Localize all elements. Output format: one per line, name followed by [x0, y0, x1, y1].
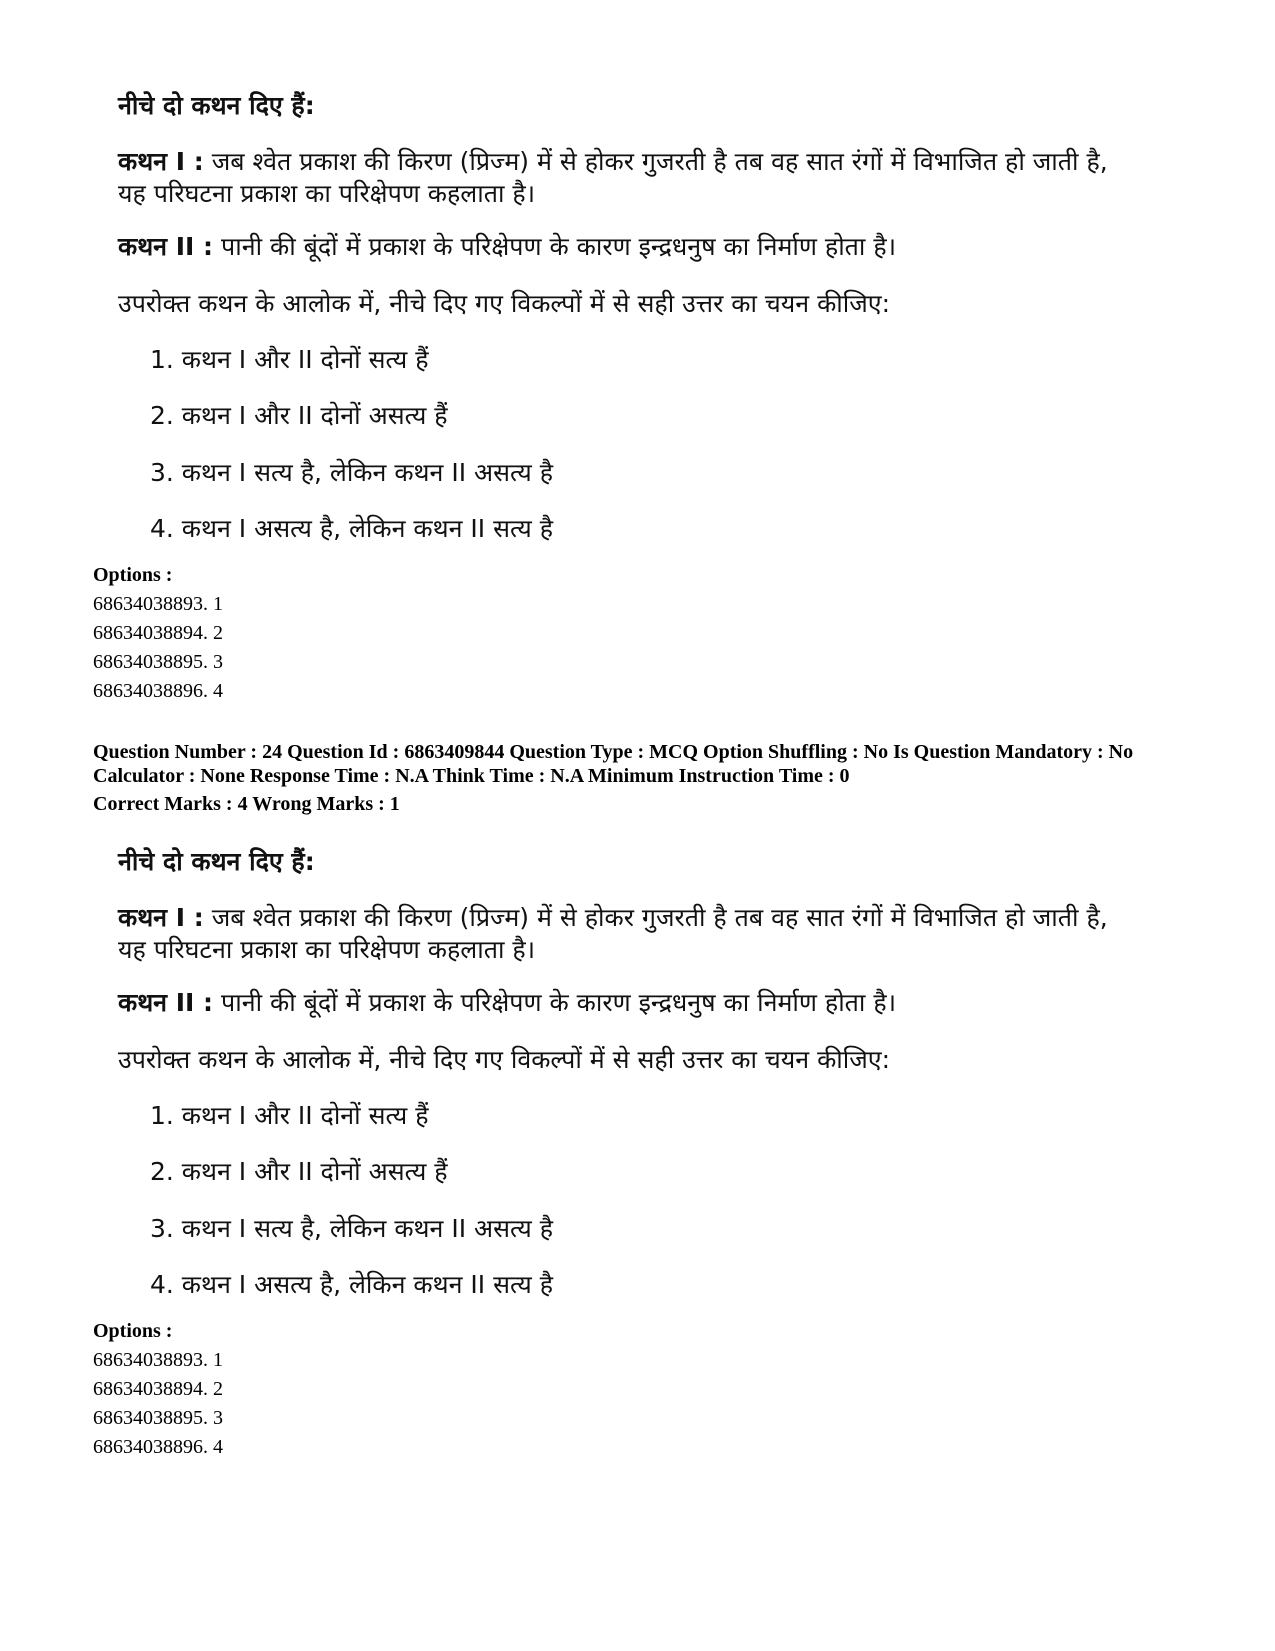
statement-2-label: कथन II :	[118, 232, 214, 261]
question-meta: Question Number : 24 Question Id : 6863409844 Question Type : MCQ Option Shuffling : No Is Question Mandatory : No Calculator : None Response Time : N.A Think Time : N.A Minimum Instruction Time : 0	[93, 741, 1134, 787]
choice-4: 4. कथन I असत्य है, लेकिन कथन II सत्य है	[150, 514, 553, 543]
statement-2-text: पानी की बूंदों में प्रकाश के परिक्षेपण के कारण इन्द्रधनुष का निर्माण होता है।	[221, 988, 897, 1017]
option-id-1: 68634038893. 1	[93, 593, 223, 615]
choice-4: 4. कथन I असत्य है, लेकिन कथन II सत्य है	[150, 1270, 553, 1299]
statement-1-label: कथन I :	[118, 903, 204, 932]
option-id-2: 68634038894. 2	[93, 1378, 223, 1400]
statement-1-text: जब श्वेत प्रकाश की किरण (प्रिज्म) में से होकर गुजरती है तब वह सात रंगों में विभाजित हो जाती है, यह परिघटना प्रकाश का परिक्षेपण कहलाता है।	[118, 903, 1108, 964]
statement-2-label: कथन II :	[118, 988, 214, 1017]
choice-1: 1. कथन I और II दोनों सत्य हैं	[150, 345, 429, 374]
option-id-4: 68634038896. 4	[93, 680, 223, 702]
statement-2-text: पानी की बूंदों में प्रकाश के परिक्षेपण के कारण इन्द्रधनुष का निर्माण होता है।	[221, 232, 897, 261]
options-title: Options :	[93, 1320, 173, 1342]
option-id-4: 68634038896. 4	[93, 1436, 223, 1458]
statement-2	[118, 231, 1138, 263]
statement-1	[118, 902, 1138, 966]
question-heading: नीचे दो कथन दिए हैं:	[118, 91, 315, 120]
choice-3: 3. कथन I सत्य है, लेकिन कथन II असत्य है	[150, 458, 553, 487]
statement-2	[118, 987, 1138, 1019]
question-marks: Correct Marks : 4 Wrong Marks : 1	[93, 793, 400, 815]
statement-1-label: कथन I :	[118, 147, 204, 176]
choice-1: 1. कथन I और II दोनों सत्य हैं	[150, 1101, 429, 1130]
options-title: Options :	[93, 564, 173, 586]
question-instruction: उपरोक्त कथन के आलोक में, नीचे दिए गए विकल्पों में से सही उत्तर का चयन कीजिए:	[118, 289, 891, 318]
choice-3: 3. कथन I सत्य है, लेकिन कथन II असत्य है	[150, 1214, 553, 1243]
statement-1-text: जब श्वेत प्रकाश की किरण (प्रिज्म) में से होकर गुजरती है तब वह सात रंगों में विभाजित हो जाती है, यह परिघटना प्रकाश का परिक्षेपण कहलाता है।	[118, 147, 1108, 208]
choice-2: 2. कथन I और II दोनों असत्य हैं	[150, 401, 448, 430]
question-instruction: उपरोक्त कथन के आलोक में, नीचे दिए गए विकल्पों में से सही उत्तर का चयन कीजिए:	[118, 1045, 891, 1074]
option-id-1: 68634038893. 1	[93, 1349, 223, 1371]
option-id-2: 68634038894. 2	[93, 622, 223, 644]
choice-2: 2. कथन I और II दोनों असत्य हैं	[150, 1157, 448, 1186]
question-heading: नीचे दो कथन दिए हैं:	[118, 847, 315, 876]
statement-1	[118, 146, 1138, 210]
option-id-3: 68634038895. 3	[93, 651, 223, 673]
option-id-3: 68634038895. 3	[93, 1407, 223, 1429]
